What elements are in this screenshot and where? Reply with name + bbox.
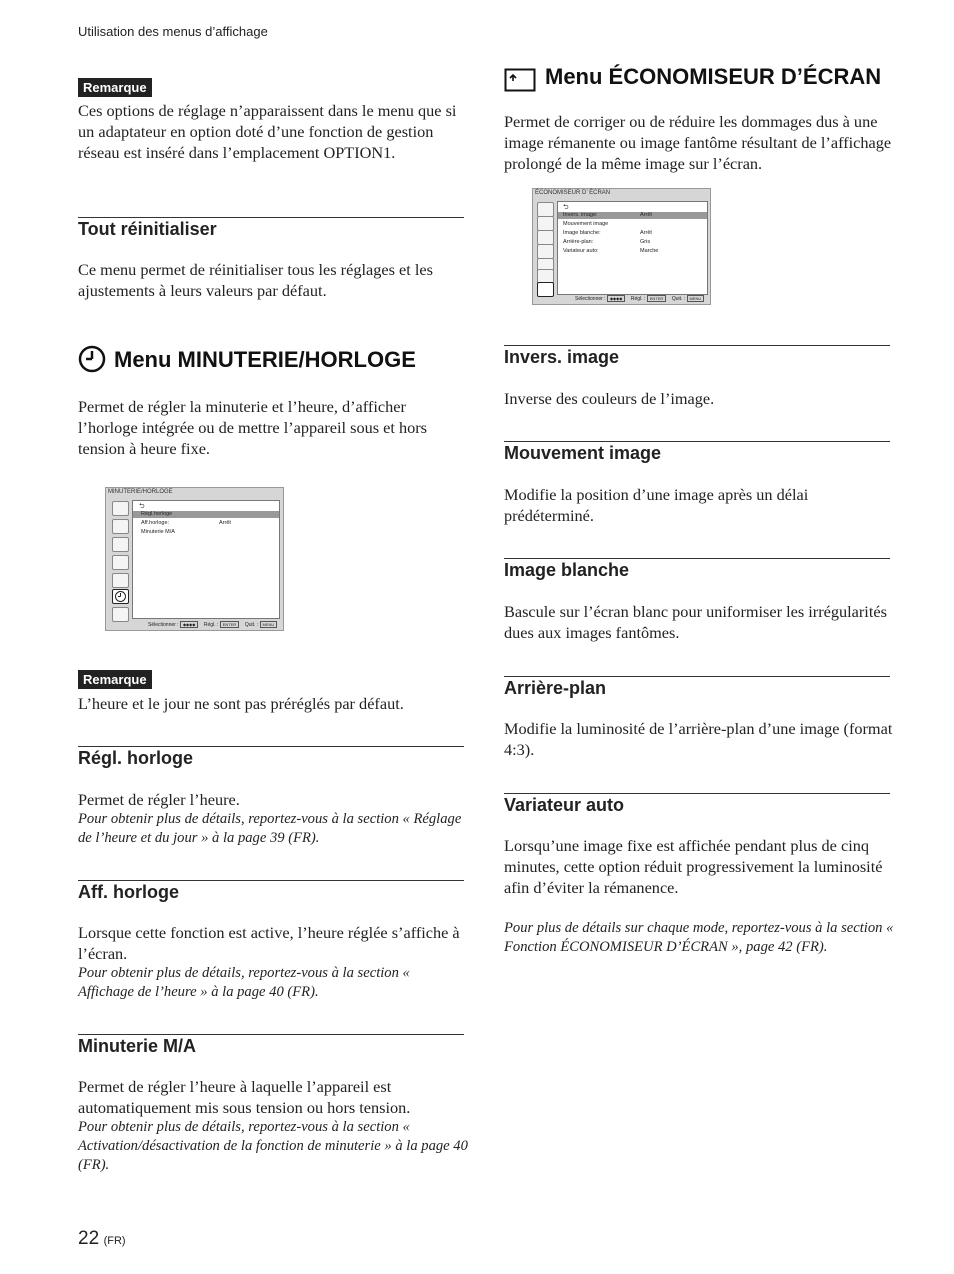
return-icon: ⮌	[139, 503, 145, 510]
remarque-label: Remarque	[78, 78, 152, 97]
enter-button-icon: ENTER	[220, 621, 240, 628]
arrow-buttons-icon: ◆◆◆◆	[180, 621, 198, 628]
remarque-text: Ces options de réglage n’apparaissent dans le menu que si un adaptateur en option doté d’une fonction de gestion réseau est inséré dans l’emplacement OPTION1.	[78, 101, 457, 162]
section-title-invers-image: Invers. image	[504, 347, 620, 367]
section-text-arriere-plan: Modifie la luminosité de l’arrière-plan d’une image (format 4:3).	[504, 719, 893, 759]
remarque-text: L’heure et le jour ne sont pas préréglés par défaut.	[78, 694, 404, 713]
menu-title-economiseur: Menu ÉCONOMISEUR D’ÉCRAN	[545, 64, 882, 89]
screen-row-value: Arrêt	[640, 212, 652, 218]
menu-screenshot-minuterie	[105, 487, 284, 631]
screen-panel	[132, 500, 280, 619]
menu-text-minuterie: Permet de régler la minuterie et l’heure, d’afficher l’horloge intégrée ou de mettre l’appareil sous et hors tension à heure fixe.	[78, 397, 428, 458]
section-divider	[504, 676, 890, 677]
menu-button-icon: MENU	[687, 295, 705, 302]
screen-row-label: Arrière-plan:	[563, 239, 594, 245]
footer-select-label: Sélectionner :	[575, 296, 606, 302]
section-ref-variateur-auto: Pour plus de détails sur chaque mode, reportez-vous à la section « Fonction ÉCONOMISEUR D’ÉCRAN », page 42 (FR).	[504, 920, 894, 955]
menu-text-economiseur: Permet de corriger ou de réduire les dommages dus à une image rémanente ou image fantôme résultant de l’affichage prolongé de la même image sur l’écran.	[504, 112, 892, 173]
menu-icon	[537, 216, 554, 231]
menu-screenshot-economiseur	[532, 188, 711, 305]
section-text-mouvement-image: Modifie la position d’une image après un délai prédéterminé.	[504, 485, 809, 525]
section-title-arriere-plan: Arrière-plan	[504, 678, 607, 698]
screen-footer	[575, 295, 704, 302]
screen-row-label: Minuterie M/A	[141, 529, 175, 535]
screen-row-value: Gris	[640, 239, 651, 245]
screensaver-menu-icon	[537, 282, 554, 297]
section-text-minuterie-ma: Permet de régler l’heure à laquelle l’appareil est automatiquement mis sous tension ou hors tension.	[78, 1077, 411, 1117]
menu-icon	[112, 607, 129, 622]
screen-title: MINUTERIE/HORLOGE	[108, 489, 173, 495]
menu-title-minuterie: Menu MINUTERIE/HORLOGE	[114, 347, 416, 372]
menu-icon	[537, 230, 554, 245]
arrow-buttons-icon: ◆◆◆◆	[607, 295, 625, 302]
menu-button-icon: MENU	[260, 621, 278, 628]
page-number	[78, 1228, 126, 1250]
section-text-variateur-auto: Lorsqu’une image fixe est affichée pendant plus de cinq minutes, cette option réduit progressivement la luminosité afin d’éviter la rémanence.	[504, 836, 883, 897]
section-divider	[504, 558, 890, 559]
section-divider	[78, 746, 464, 747]
menu-icon	[112, 555, 129, 570]
screen-row-label: Régl.horloge	[141, 511, 173, 517]
screen-panel	[557, 201, 708, 295]
section-title-mouvement-image: Mouvement image	[504, 443, 662, 463]
menu-icon	[112, 537, 129, 552]
clock-menu-icon	[112, 589, 129, 604]
section-title-regl-horloge: Régl. horloge	[78, 748, 194, 768]
screen-row-label: Image blanche:	[563, 230, 601, 236]
section-ref-minuterie-ma: Pour obtenir plus de détails, reportez-vous à la section « Activation/désactivation de la fonction de minuterie » à la page 40 (FR).	[78, 1119, 468, 1173]
screen-row-value: Arrêt	[219, 520, 231, 526]
screen-row-label: Variateur auto:	[563, 248, 599, 254]
return-icon: ⮌	[563, 204, 569, 211]
section-divider	[504, 345, 890, 346]
menu-icon	[112, 573, 129, 588]
section-text-invers-image: Inverse des couleurs de l’image.	[504, 389, 715, 408]
clock-icon	[78, 345, 106, 373]
footer-quit-label: Quit. :	[244, 622, 259, 628]
menu-icon	[537, 244, 554, 259]
screen-footer	[148, 621, 277, 628]
screen-row-label: Mouvement image	[563, 221, 609, 227]
section-text-image-blanche: Bascule sur l’écran blanc pour uniformiser les irrégularités dues aux images fantômes.	[504, 602, 887, 642]
section-text-regl-horloge: Permet de régler l’heure.	[78, 790, 240, 809]
section-ref-regl-horloge: Pour obtenir plus de détails, reportez-vous à la section « Réglage de l’heure et du jour » à la page 39 (FR).	[78, 811, 462, 846]
menu-icon	[112, 501, 129, 516]
section-divider	[504, 793, 890, 794]
screensaver-icon	[504, 66, 536, 94]
section-text-tout-reinitialiser: Ce menu permet de réinitialiser tous les réglages et les ajustements à leurs valeurs par défaut.	[78, 260, 433, 300]
footer-regl-label: Régl. :	[630, 296, 646, 302]
screen-title: ÉCONOMISEUR D’ ÉCRAN	[535, 190, 611, 196]
footer-select-label: Sélectionner :	[148, 622, 179, 628]
menu-icon	[112, 519, 129, 534]
enter-button-icon: ENTER	[647, 295, 667, 302]
footer-regl-label: Régl. :	[203, 622, 219, 628]
section-ref-aff-horloge: Pour obtenir plus de détails, reportez-vous à la section « Affichage de l’heure » à la page 40 (FR).	[78, 965, 410, 1000]
running-header: Utilisation des menus d’affichage	[78, 24, 268, 39]
section-title-tout-reinitialiser: Tout réinitialiser	[78, 219, 217, 239]
screen-row-label: Invers. image:	[563, 212, 598, 218]
section-divider	[78, 880, 464, 881]
remarque-badge	[78, 78, 152, 97]
screen-row-label: Aff.horloge:	[141, 520, 170, 526]
remarque-badge	[78, 670, 152, 689]
menu-icon	[537, 202, 554, 217]
section-title-variateur-auto: Variateur auto	[504, 795, 625, 815]
section-title-minuterie-ma: Minuterie M/A	[78, 1036, 197, 1056]
page-number-suffix: (FR)	[103, 1235, 126, 1247]
section-title-aff-horloge: Aff. horloge	[78, 882, 179, 902]
footer-quit-label: Quit. :	[671, 296, 686, 302]
section-divider	[504, 441, 890, 442]
screen-row-value: Arrêt	[640, 230, 652, 236]
section-divider	[78, 217, 464, 218]
section-title-image-blanche: Image blanche	[504, 560, 630, 580]
screen-row-value: Marche	[640, 248, 659, 254]
section-text-aff-horloge: Lorsque cette fonction est active, l’heure réglée s’affiche à l’écran.	[78, 923, 460, 963]
remarque-label: Remarque	[78, 670, 152, 689]
page-number-value: 22	[78, 1228, 100, 1249]
section-divider	[78, 1034, 464, 1035]
